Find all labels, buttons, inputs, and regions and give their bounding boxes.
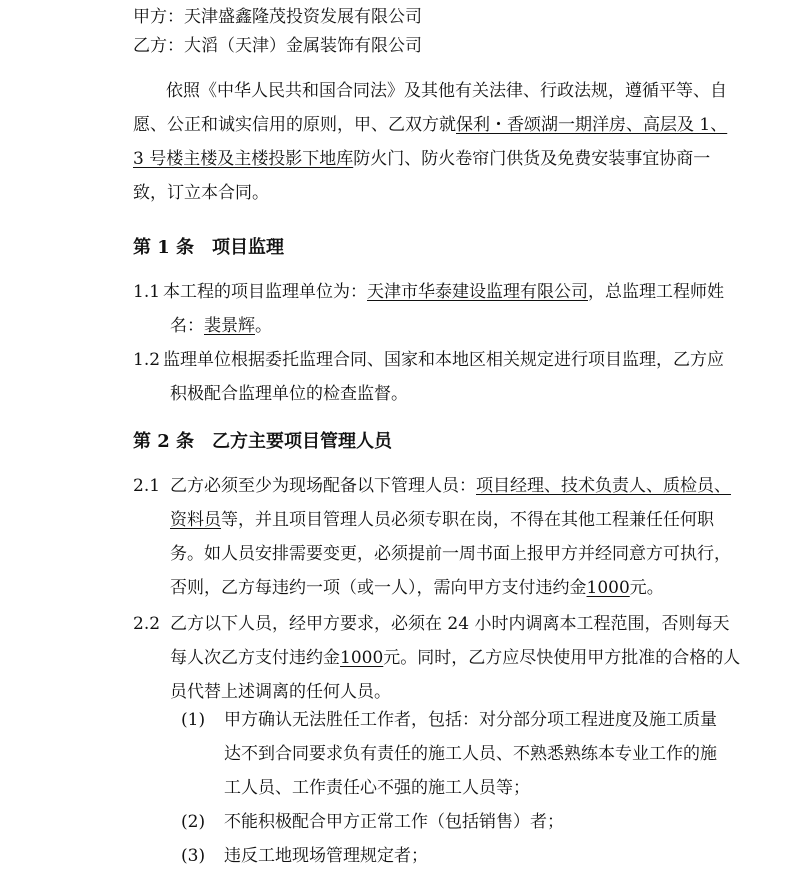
clause-text: 元。同时，乙方应尽快使用甲方批准的合格的人 <box>383 648 741 668</box>
intro-line-2 <box>133 113 727 137</box>
intro-line-1: 依照《中华人民共和国合同法》及其他有关法律、行政法规，遵循平等、自 <box>166 81 727 101</box>
intro-text: 防火门、防火卷帘门供货及免费安装事宜协商一 <box>353 149 711 169</box>
intro-text: 愿、公正和诚实信用的原则，甲、乙双方就 <box>133 115 456 135</box>
party-a: 甲方：天津盛鑫隆茂投资发展有限公司 <box>133 7 422 27</box>
penalty-amount: 1000 <box>586 578 630 598</box>
item-number: (3) <box>181 846 206 866</box>
clause-text: 本工程的项目监理单位为： <box>163 282 367 302</box>
clause-1-1-line-1 <box>163 280 724 304</box>
intro-line-4: 致，订立本合同。 <box>133 183 269 203</box>
item-3-line-1: 违反工地现场管理规定者； <box>224 846 428 866</box>
clause-number: 2.1 <box>133 476 161 496</box>
clause-number: 1.1 <box>133 282 161 302</box>
clause-2-2-line-2 <box>170 646 740 670</box>
clause-2-2-line-3: 员代替上述调离的任何人员。 <box>170 682 391 702</box>
item-number: (2) <box>181 812 206 832</box>
clause-2-1-line-2 <box>170 508 714 532</box>
clause-text: 乙方必须至少为现场配备以下管理人员： <box>170 476 476 496</box>
chief-engineer-name: 裴景辉 <box>204 316 255 336</box>
clause-1-2-line-2: 积极配合监理单位的检查监督。 <box>170 384 408 404</box>
clause-2-2-line-1: 乙方以下人员，经甲方要求，必须在 24 小时内调离本工程范围，否则每天 <box>170 614 730 634</box>
item-number: (1) <box>181 710 206 730</box>
clause-text: ，总监理工程师姓 <box>588 282 724 302</box>
required-roles-cont: 资料员 <box>170 510 221 530</box>
penalty-amount: 1000 <box>340 648 384 668</box>
item-2-line-1: 不能积极配合甲方正常工作（包括销售）者； <box>224 812 564 832</box>
clause-text: 否则，乙方每违约一项（或一人），需向甲方支付违约金 <box>170 578 587 598</box>
intro-line-3 <box>133 147 710 171</box>
clause-text: 。 <box>255 316 272 336</box>
supervisor-company: 天津市华泰建设监理有限公司 <box>367 282 588 302</box>
item-1-line-2: 达不到合同要求负有责任的施工人员、不熟悉熟练本专业工作的施 <box>224 744 717 764</box>
article-1-title: 第 1 条 项目监理 <box>133 237 285 258</box>
clause-2-1-line-1 <box>170 474 731 498</box>
item-1-line-1: 甲方确认无法胜任工作者，包括：对分部分项工程进度及施工质量 <box>224 710 717 730</box>
clause-1-2-line-1: 监理单位根据委托监理合同、国家和本地区相关规定进行项目监理，乙方应 <box>163 350 724 370</box>
project-name: 保利・香颂湖一期洋房、高层及 1、 <box>456 115 728 135</box>
clause-number: 2.2 <box>133 614 161 634</box>
party-b: 乙方：大滔（天津）金属装饰有限公司 <box>133 36 422 56</box>
article-2-title: 第 2 条 乙方主要项目管理人员 <box>133 431 393 452</box>
project-scope: 3 号楼主楼及主楼投影下地库 <box>133 149 354 169</box>
clause-text: 元。 <box>629 578 664 598</box>
clause-number: 1.2 <box>133 350 161 370</box>
item-1-line-3: 工人员、工作责任心不强的施工人员等； <box>224 778 530 798</box>
required-roles: 项目经理、技术负责人、质检员、 <box>476 476 731 496</box>
clause-2-1-line-3: 务。如人员安排需要变更，必须提前一周书面上报甲方并经同意方可执行， <box>170 544 731 564</box>
clause-text: 名： <box>170 316 204 336</box>
clause-text: 每人次乙方支付违约金 <box>170 648 340 668</box>
clause-1-1-line-2 <box>170 314 272 338</box>
clause-2-1-line-4 <box>170 576 664 600</box>
clause-text: 等，并且项目管理人员必须专职在岗，不得在其他工程兼任任何职 <box>221 510 714 530</box>
